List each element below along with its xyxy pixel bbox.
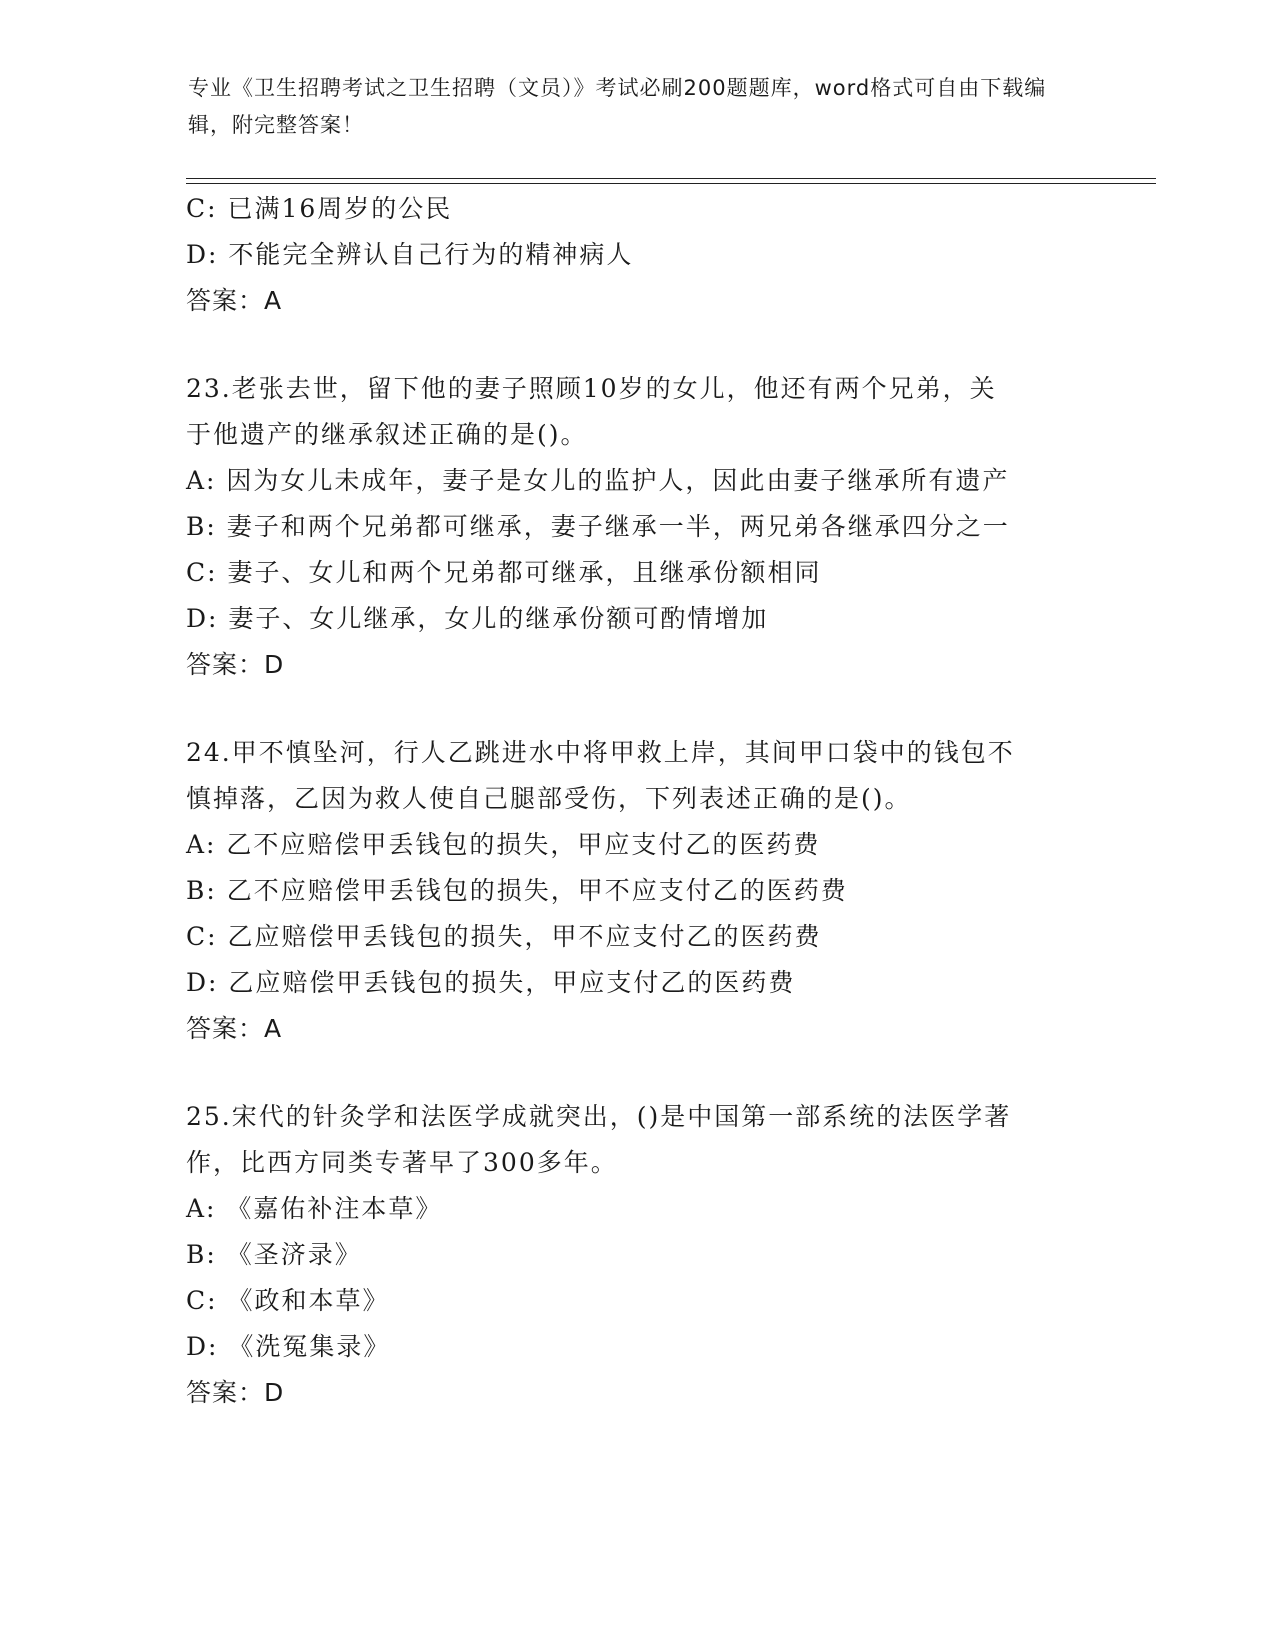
question-partial <box>186 186 1086 324</box>
option-b: B: 妻子和两个兄弟都可继承，妻子继承一半，两兄弟各继承四分之一 <box>186 512 1010 541</box>
option-c: C: 乙应赔偿甲丢钱包的损失，甲不应支付乙的医药费 <box>186 922 822 951</box>
question-stem: 24.甲不慎坠河，行人乙跳进水中将甲救上岸，其间甲口袋中的钱包不 <box>186 738 1015 767</box>
question-stem: 23.老张去世，留下他的妻子照顾10岁的女儿，他还有两个兄弟，关 <box>186 374 997 403</box>
option-d: D: 妻子、女儿继承，女儿的继承份额可酌情增加 <box>186 604 769 633</box>
option-d: D: 不能完全辨认自己行为的精神病人 <box>186 240 634 269</box>
option-d: D: 乙应赔偿甲丢钱包的损失，甲应支付乙的医药费 <box>186 968 796 997</box>
option-c: C: 已满16周岁的公民 <box>186 194 453 223</box>
answer-line: 答案：A <box>186 1014 283 1043</box>
spacer <box>186 688 1086 730</box>
answer-line: 答案：A <box>186 286 283 315</box>
question-stem: 作，比西方同类专著早了300多年。 <box>186 1148 618 1177</box>
answer-line: 答案：D <box>186 650 285 679</box>
question-stem: 慎掉落，乙因为救人使自己腿部受伤，下列表述正确的是()。 <box>186 784 912 813</box>
option-d: D: 《洗冤集录》 <box>186 1332 391 1361</box>
spacer <box>186 324 1086 366</box>
question-23 <box>186 366 1086 688</box>
document-content <box>186 186 1086 1416</box>
question-stem: 于他遗产的继承叙述正确的是()。 <box>186 420 588 449</box>
option-b: B: 乙不应赔偿甲丢钱包的损失，甲不应支付乙的医药费 <box>186 876 848 905</box>
option-c: C: 《政和本草》 <box>186 1286 390 1315</box>
header-divider-bottom <box>186 183 1156 184</box>
option-c: C: 妻子、女儿和两个兄弟都可继承，且继承份额相同 <box>186 558 822 587</box>
document-header: 专业《卫生招聘考试之卫生招聘（文员）》考试必刷200题题库，word格式可自由下载编辑，附完整答案！ <box>188 76 1047 137</box>
option-a: A: 乙不应赔偿甲丢钱包的损失，甲应支付乙的医药费 <box>186 830 821 859</box>
option-b: B: 《圣济录》 <box>186 1240 362 1269</box>
question-24 <box>186 730 1086 1052</box>
spacer <box>186 1052 1086 1094</box>
question-stem: 25.宋代的针灸学和法医学成就突出，()是中国第一部系统的法医学著 <box>186 1102 1012 1131</box>
header-divider-top <box>186 178 1156 179</box>
answer-line: 答案：D <box>186 1378 285 1407</box>
option-a: A: 因为女儿未成年，妻子是女儿的监护人，因此由妻子继承所有遗产 <box>186 466 1010 495</box>
option-a: A: 《嘉佑补注本草》 <box>186 1194 443 1223</box>
question-25 <box>186 1094 1086 1416</box>
